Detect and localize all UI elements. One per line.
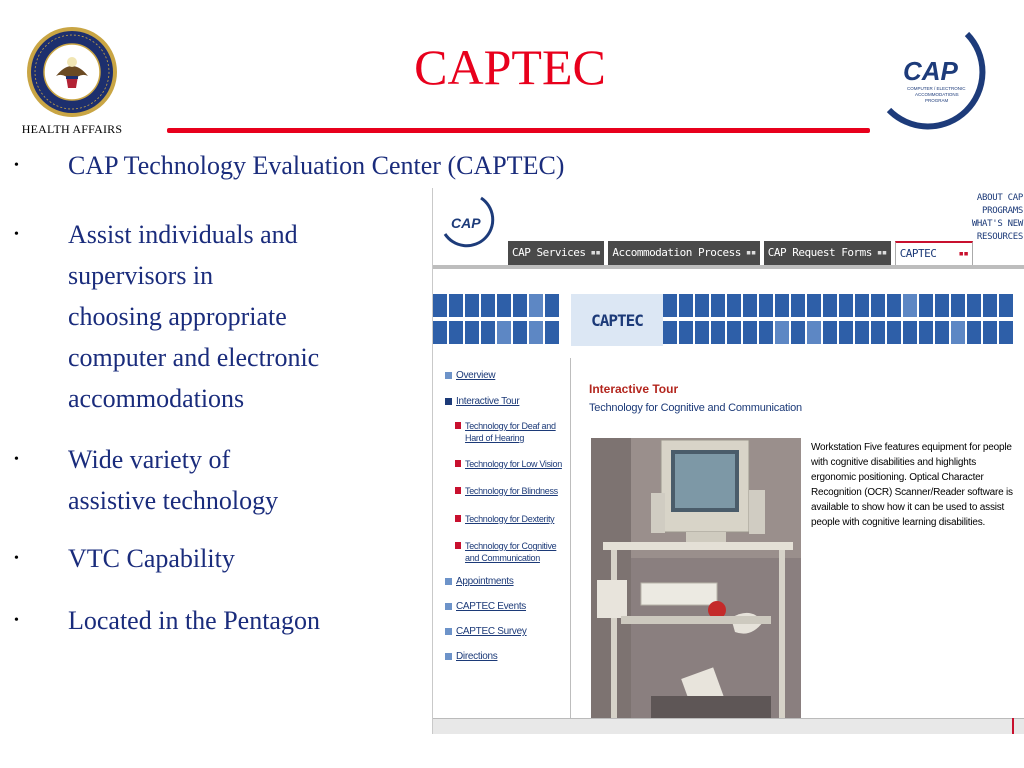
tab-label: CAPTEC [899, 247, 937, 260]
sidebar-item-label: CAPTEC Events [456, 601, 527, 612]
sidebar-item-interactive-tour[interactable] [445, 396, 519, 408]
content-subtitle: Technology for Cognitive and Communication [589, 402, 802, 414]
website-top-links [972, 192, 1023, 244]
sidebar-item-label: Overview [456, 370, 496, 381]
content-title: Interactive Tour [589, 382, 679, 396]
bullet-dot: • [14, 227, 19, 242]
banner-grid-cell [433, 321, 447, 344]
tab-arrow-icon: ▪▪ [876, 248, 887, 258]
banner-grid-cell [433, 294, 447, 317]
banner-grid-cell [919, 294, 933, 317]
square-bullet-icon [455, 515, 461, 522]
dod-seal-logo [26, 26, 118, 118]
link-resources[interactable]: RESOURCES [976, 232, 1023, 242]
sidebar-item-events[interactable] [445, 601, 526, 613]
banner-grid-cell [727, 294, 741, 317]
square-bullet-icon [455, 460, 461, 467]
banner-grid-cell [743, 294, 757, 317]
banner-grid-cell [951, 294, 965, 317]
sidebar-item-deaf[interactable] [455, 420, 556, 444]
sidebar-item-dexterity[interactable] [455, 513, 554, 525]
banner-grid-cell [759, 321, 773, 344]
square-bullet-icon [455, 487, 461, 494]
banner-grid-cell [887, 294, 901, 317]
banner-grid-cell [481, 294, 495, 317]
banner-grid-cell [839, 321, 853, 344]
bullet-item [14, 543, 235, 575]
banner-grid-cell [791, 294, 805, 317]
cap-logo [875, 26, 1003, 138]
banner-label: CAPTEC [571, 294, 663, 346]
captec-website-screenshot [432, 188, 1024, 734]
banner-grid-cell [919, 321, 933, 344]
health-affairs-label: HEALTH AFFAIRS [21, 122, 123, 136]
banner-grid-cell [823, 294, 837, 317]
banner-grid-cell [759, 294, 773, 317]
slide-title: CAPTEC [414, 39, 606, 95]
tab-cap-request-forms[interactable] [764, 241, 891, 265]
banner-grid-cell [545, 321, 559, 344]
title-underline [167, 128, 870, 133]
banner-grid-cell [449, 294, 463, 317]
sidebar-item-overview[interactable] [445, 370, 495, 382]
sidebar-item-label: Technology for Cognitive and Communication [465, 541, 557, 563]
banner-grid-cell [497, 294, 511, 317]
banner-grid-cell [871, 294, 885, 317]
banner-grid-cell [791, 321, 805, 344]
website-header [433, 188, 1024, 268]
sidebar-item-label: Technology for Blindness [465, 486, 558, 496]
banner-grid-cell [807, 321, 821, 344]
workstation-description: Workstation Five features equipment for people with cognitive disabilities and highlights ergonomic positioning. Optical Character Recognition (OCR) Scanner/Reader software is available to show how it can be used to assist people with cognitive learning disabilities. [811, 442, 1013, 528]
bullet-text: CAP Technology Evaluation Center (CAPTEC) [68, 151, 565, 180]
banner-grid-cell [529, 294, 543, 317]
banner-grid-cell [695, 294, 709, 317]
sidebar-item-appointments[interactable] [445, 576, 514, 588]
banner-grid-cell [529, 321, 543, 344]
cap-logo-text: CAP [903, 56, 958, 86]
bullet-item [14, 605, 320, 637]
cap-logo-sub-3: PROGRAM [925, 98, 949, 103]
banner-grid-cell [999, 294, 1013, 317]
sidebar-item-directions[interactable] [445, 651, 497, 663]
square-bullet-icon [445, 653, 452, 660]
banner-grid-cell [465, 294, 479, 317]
banner-grid-cell [855, 321, 869, 344]
banner-grid-left [433, 294, 559, 346]
banner-grid-cell [967, 294, 981, 317]
link-about-cap[interactable]: ABOUT CAP [976, 193, 1023, 203]
banner-grid-cell [711, 294, 725, 317]
sidebar-item-label: Technology for Deaf and Hard of Hearing [465, 421, 556, 443]
banner-grid-cell [807, 294, 821, 317]
link-whats-new[interactable]: WHAT'S NEW [971, 219, 1023, 229]
square-bullet-icon [455, 422, 461, 429]
website-logo-text: CAP [451, 215, 481, 231]
banner-grid-cell [839, 294, 853, 317]
banner-grid-cell [935, 294, 949, 317]
bullet-item [14, 214, 319, 419]
cap-logo-sub-2: ACCOMMODATIONS [915, 92, 959, 97]
bullet-dot: • [14, 158, 19, 173]
banner-grid-cell [935, 321, 949, 344]
tab-arrow-icon: ▪▪ [958, 249, 969, 259]
sidebar-item-label: Directions [456, 651, 498, 662]
banner-grid-cell [743, 321, 757, 344]
bullet-dot: • [14, 551, 19, 566]
tab-label: CAP Request Forms [767, 246, 872, 259]
banner-grid-cell [695, 321, 709, 344]
sidebar-item-low-vision[interactable] [455, 458, 562, 470]
banner-grid-cell [775, 294, 789, 317]
cap-logo-sub-1: COMPUTER / ELECTRONIC [907, 86, 966, 91]
banner-grid-cell [983, 294, 997, 317]
website-sidebar [433, 358, 571, 718]
banner-grid-cell [449, 321, 463, 344]
banner-grid-cell [727, 321, 741, 344]
banner-grid-cell [855, 294, 869, 317]
banner-grid-cell [887, 321, 901, 344]
banner-grid-cell [663, 321, 677, 344]
tab-arrow-icon: ▪▪ [745, 248, 756, 258]
workstation-photo [591, 438, 801, 720]
banner-grid-cell [679, 294, 693, 317]
banner-grid-cell [513, 321, 527, 344]
banner-grid-cell [983, 321, 997, 344]
bullet-item [14, 439, 278, 521]
sidebar-item-blindness[interactable] [455, 485, 558, 497]
sidebar-item-cognitive[interactable] [455, 540, 556, 564]
banner-grid-cell [823, 321, 837, 344]
bullet-text: Located in the Pentagon [68, 606, 320, 635]
banner-grid-cell [903, 321, 917, 344]
square-bullet-icon [445, 398, 452, 405]
tab-cap-services[interactable] [508, 241, 604, 265]
banner-grid-cell [465, 321, 479, 344]
banner-grid-cell [711, 321, 725, 344]
square-bullet-icon [445, 578, 452, 585]
link-programs[interactable]: PROGRAMS [982, 206, 1023, 216]
bullet-text: VTC Capability [68, 544, 235, 573]
bullet-text: Assist individuals and supervisors in choosing appropriate computer and electronic accommodations [68, 220, 320, 413]
square-bullet-icon [445, 603, 452, 610]
bullet-item [14, 150, 564, 182]
tab-arrow-icon: ▪▪ [590, 248, 601, 258]
banner-grid-cell [999, 321, 1013, 344]
banner-grid-cell [497, 321, 511, 344]
tab-accommodation-process[interactable] [608, 241, 759, 265]
bullet-dot: • [14, 613, 19, 628]
square-bullet-icon [445, 372, 452, 379]
sidebar-item-label: CAPTEC Survey [456, 626, 527, 637]
banner-grid-cell [775, 321, 789, 344]
captec-banner [433, 294, 1024, 346]
tab-label: CAP Services [512, 246, 586, 259]
scroll-marker [1012, 718, 1014, 734]
horizontal-scrollbar[interactable] [433, 718, 1024, 734]
banner-grid-cell [967, 321, 981, 344]
banner-grid-cell [903, 294, 917, 317]
bullet-text: Wide variety of assistive technology [68, 445, 279, 515]
sidebar-item-label: Appointments [456, 576, 514, 587]
website-nav-tabs [508, 241, 977, 265]
banner-grid-cell [951, 321, 965, 344]
website-cap-logo [439, 194, 499, 254]
square-bullet-icon [445, 628, 452, 635]
sidebar-item-label: Interactive Tour [456, 396, 520, 407]
banner-grid-cell [513, 294, 527, 317]
square-bullet-icon [455, 542, 461, 549]
tab-label: Accommodation Process [612, 246, 741, 259]
banner-grid-right [663, 294, 1013, 346]
sidebar-item-label: Technology for Low Vision [465, 459, 562, 469]
bullet-dot: • [14, 452, 19, 467]
banner-grid-cell [679, 321, 693, 344]
banner-grid-cell [481, 321, 495, 344]
banner-grid-cell [663, 294, 677, 317]
sidebar-item-label: Technology for Dexterity [465, 514, 555, 524]
banner-grid-cell [871, 321, 885, 344]
tab-captec[interactable] [895, 241, 974, 265]
website-header-divider [433, 265, 1024, 269]
sidebar-item-survey[interactable] [445, 626, 527, 638]
banner-grid-cell [545, 294, 559, 317]
